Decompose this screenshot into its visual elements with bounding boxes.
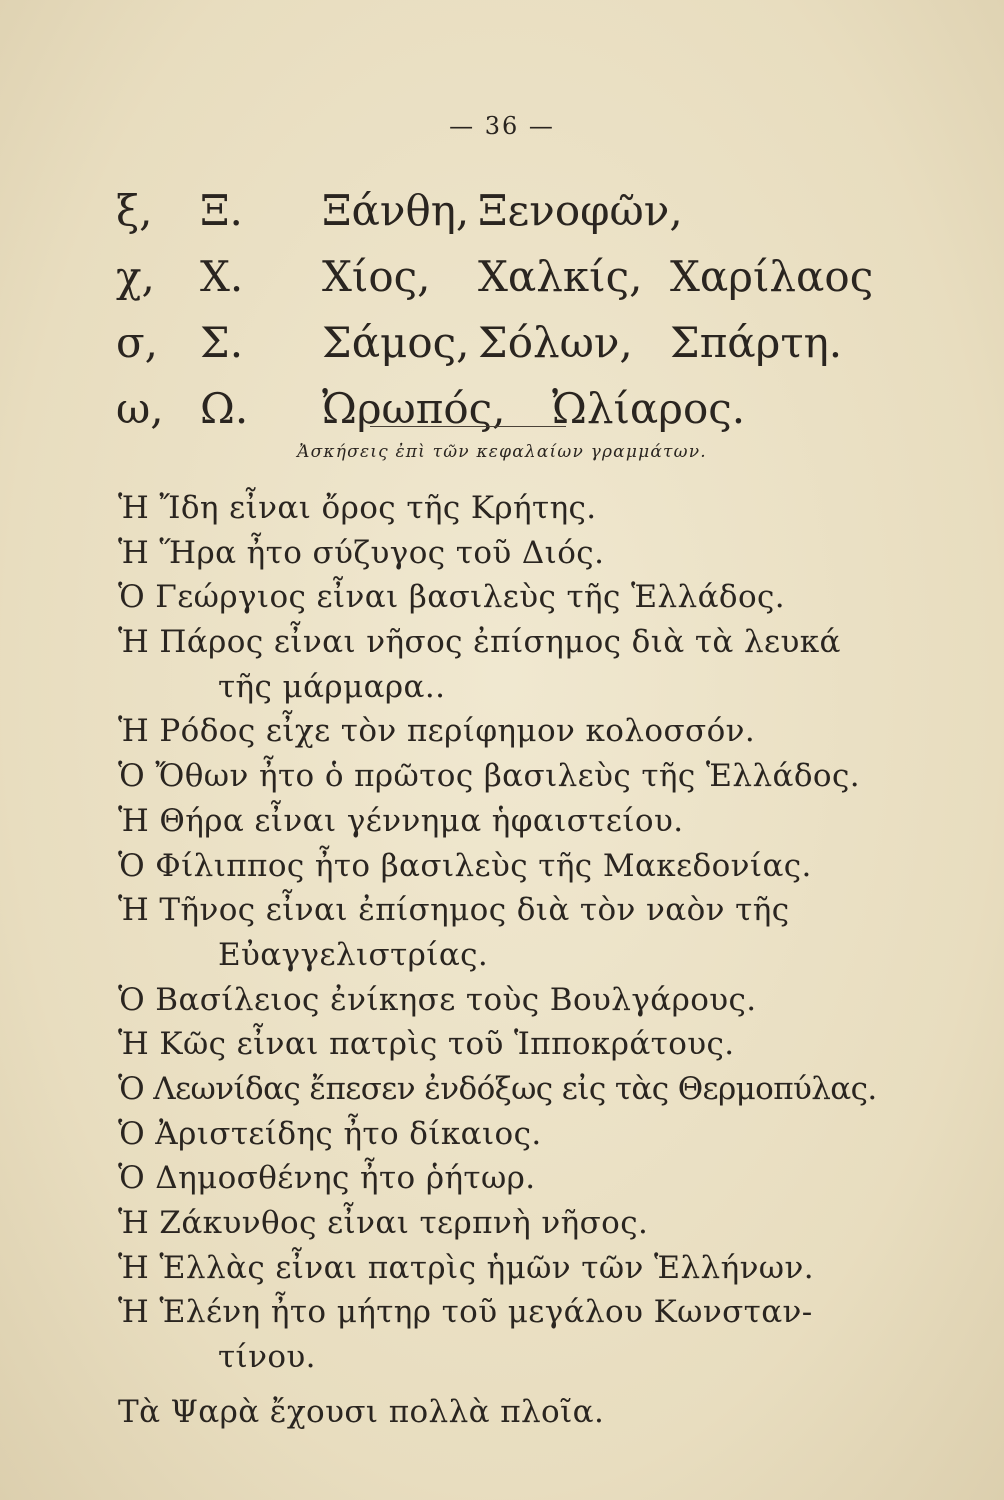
uppercase-letter: Χ. bbox=[200, 252, 244, 301]
lowercase-letter: χ, bbox=[116, 252, 155, 301]
letter-examples bbox=[112, 178, 912, 442]
letter-row-omega bbox=[112, 376, 912, 442]
example-word: Χίος, bbox=[322, 252, 431, 301]
example-word: Σπάρτη. bbox=[670, 318, 843, 367]
example-word: Χαλκίς, bbox=[478, 252, 643, 301]
letter-row-sigma bbox=[112, 310, 912, 376]
example-word: Ὠλίαρος. bbox=[552, 384, 746, 433]
exercise-line: Ἡ Πάρος εἶναι νῆσος ἐπίσημος διὰ τὰ λευκά bbox=[118, 624, 841, 661]
exercise-line: Ἡ Ἥρα ἦτο σύζυγος τοῦ Διός. bbox=[118, 534, 605, 571]
exercise-line: Ὁ Δημοσθένης ἦτο ῥήτωρ. bbox=[118, 1160, 536, 1197]
example-word: Ξενοφῶν, bbox=[478, 186, 683, 235]
uppercase-letter: Ξ. bbox=[200, 186, 243, 235]
example-word: Ὠρωπός, bbox=[322, 384, 506, 433]
exercise-line: Ὁ Ἀριστείδης ἦτο δίκαιος. bbox=[118, 1115, 542, 1152]
exercise-line: Ὁ Ὄθων ἦτο ὁ πρῶτος βασιλεὺς τῆς Ἑλλάδος. bbox=[118, 758, 860, 795]
example-word: Χαρίλαος bbox=[670, 252, 874, 301]
example-word: Ξάνθη, bbox=[322, 186, 470, 235]
exercise-line: Ἡ Ἑλένη ἦτο μήτηρ τοῦ μεγάλου Κωνσταν- bbox=[118, 1294, 813, 1331]
exercise-line: Ἡ Ἴδη εἶναι ὄρος τῆς Κρήτης. bbox=[118, 490, 597, 526]
lowercase-letter: ω, bbox=[116, 384, 164, 433]
exercise-line: Ἡ Τῆνος εἶναι ἐπίσημος διὰ τὸν ναὸν τῆς bbox=[118, 892, 790, 929]
exercise-line: Ἡ Θήρα εἶναι γέννημα ἡφαιστείου. bbox=[118, 802, 684, 839]
example-word: Σόλων, bbox=[478, 318, 633, 367]
lowercase-letter: ξ, bbox=[116, 186, 153, 235]
exercise-line: Τὰ Ψαρὰ ἔχουσι πολλὰ πλοῖα. bbox=[118, 1393, 605, 1430]
example-word: Σάμος, bbox=[322, 318, 470, 367]
exercise-line: Ὁ Λεωνίδας ἔπεσεν ἐνδόξως εἰς τὰς Θερμοπύλας. bbox=[118, 1070, 877, 1107]
exercise-line: Ἡ Ρόδος εἶχε τὸν περίφημον κολοσσόν. bbox=[118, 713, 756, 750]
exercise-line: Ἡ Κῶς εἶναι πατρὶς τοῦ Ἱπποκράτους. bbox=[118, 1026, 735, 1063]
exercise-line: Ὁ Φίλιππος ἦτο βασιλεὺς τῆς Μακεδονίας. bbox=[118, 847, 812, 884]
section-divider bbox=[370, 426, 566, 427]
exercise-line: Ὁ Γεώργιος εἶναι βασιλεὺς τῆς Ἑλλάδος. bbox=[118, 579, 786, 616]
letter-row-xi bbox=[112, 178, 912, 244]
exercise-line-continued: τίνου. bbox=[218, 1339, 316, 1376]
uppercase-letter: Ω. bbox=[200, 384, 249, 433]
exercises-heading: Ἀσκήσεις ἐπὶ τῶν κεφαλαίων γραμμάτων. bbox=[297, 442, 707, 462]
exercise-line: Ἡ Ζάκυνθος εἶναι τερπνὴ νῆσος. bbox=[118, 1205, 649, 1241]
lowercase-letter: σ, bbox=[116, 318, 159, 367]
uppercase-letter: Σ. bbox=[200, 318, 244, 367]
exercise-line: Ὁ Βασίλειος ἐνίκησε τοὺς Βουλγάρους. bbox=[118, 981, 757, 1018]
exercise-sentences bbox=[118, 486, 878, 1434]
page-number: — 36 — bbox=[449, 112, 555, 140]
exercise-line-continued: τῆς μάρμαρα.. bbox=[218, 668, 446, 705]
exercise-line: Ἡ Ἑλλὰς εἶναι πατρὶς ἡμῶν τῶν Ἑλλήνων. bbox=[118, 1249, 814, 1286]
exercise-line-continued: Εὐαγγελιστρίας. bbox=[218, 936, 489, 973]
letter-row-chi bbox=[112, 244, 912, 310]
